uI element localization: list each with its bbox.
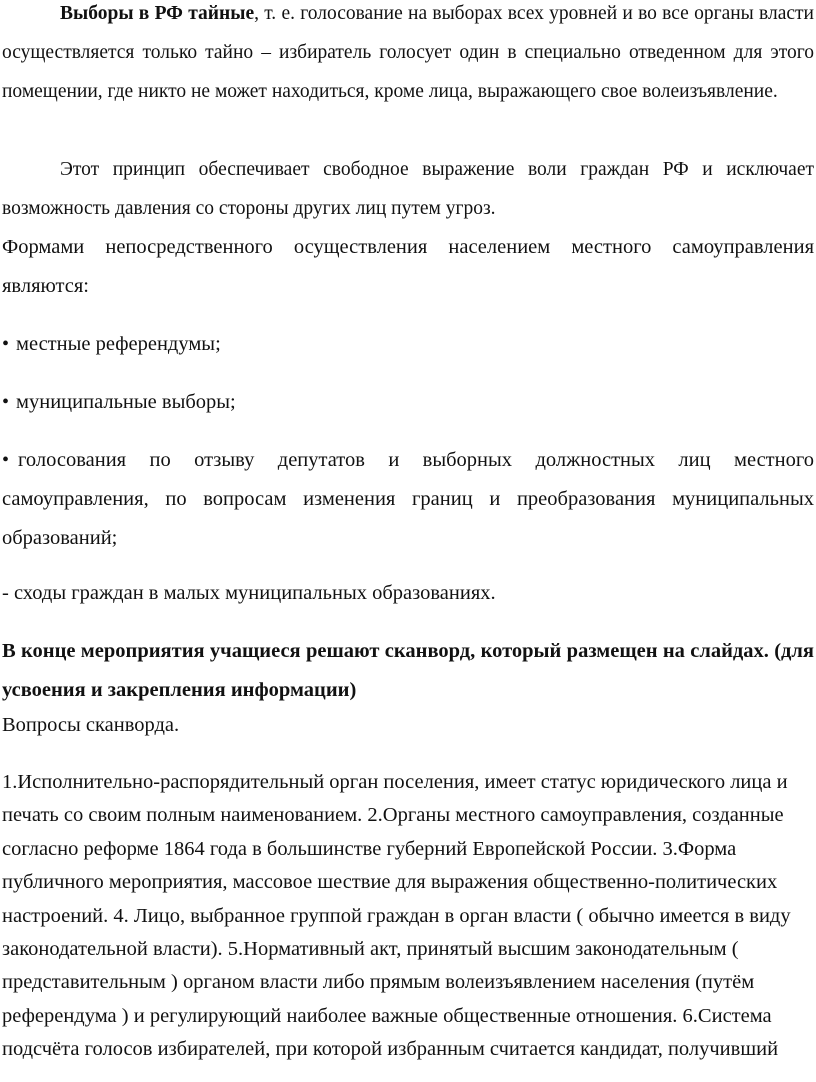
bullet-marker: • [2, 333, 10, 355]
list-item: муниципальные выборы; [16, 391, 236, 413]
list-item: голосования по отзыву депутатов и выборных должностных лиц местного самоуправления, по вопросам изменения границ и преобразования муниципальных образований; [2, 449, 814, 549]
paragraph-text: , т. е. голосование на выборах всех уровней и во все органы власти осуществляется только тайно – избиратель голосует один в специально отведенном для этого помещении, где никто не может находиться, кроме лица, выражающего свое волеизъявление. [2, 3, 814, 102]
bold-instruction: В конце мероприятия учащиеся решают сканворд, который размещен на слайдах. (для усвоения и закрепления информации) [2, 640, 814, 701]
list-item: местные референдумы; [16, 333, 221, 355]
list-item-dash: - сходы граждан в малых муниципальных образованиях. [2, 582, 496, 604]
bullet-marker: • [2, 391, 10, 413]
paragraph-secret-ballot [2, 0, 814, 111]
bold-term: Выборы в РФ тайные [60, 3, 255, 24]
paragraph-principle: Этот принцип обеспечивает свободное выражение воли граждан РФ и исключает возможность давления со стороны других лиц путем угроз. [2, 159, 814, 219]
paragraph-forms: Формами непосредственного осуществления населением местного самоуправления являются: [2, 236, 814, 297]
questions-text: 1.Исполнительно-распорядительный орган поселения, имеет статус юридического лица и печать со своим полным наименованием. 2.Органы местного самоуправления, созданные согласно реформе 1864 года в большинстве губерний Европейской России. 3.Форма публичного мероприятия, массовое шествие для выражения общественно-политических настроений. 4. Лицо, выбранное группой граждан в орган власти ( обычно имеется в виду законодательной власти). 5.Нормативный акт, принятый высшим законодательным ( представительным ) органом власти либо прямым волеизъявлением населения (путём референдума ) и регулирующий наиболее важные общественные отношения. 6.Система подсчёта голосов избирателей, при которой избранным считается кандидат, получивший [2, 771, 791, 1061]
bullet-marker: • [2, 449, 10, 471]
questions-title: Вопросы сканворда. [2, 714, 180, 736]
